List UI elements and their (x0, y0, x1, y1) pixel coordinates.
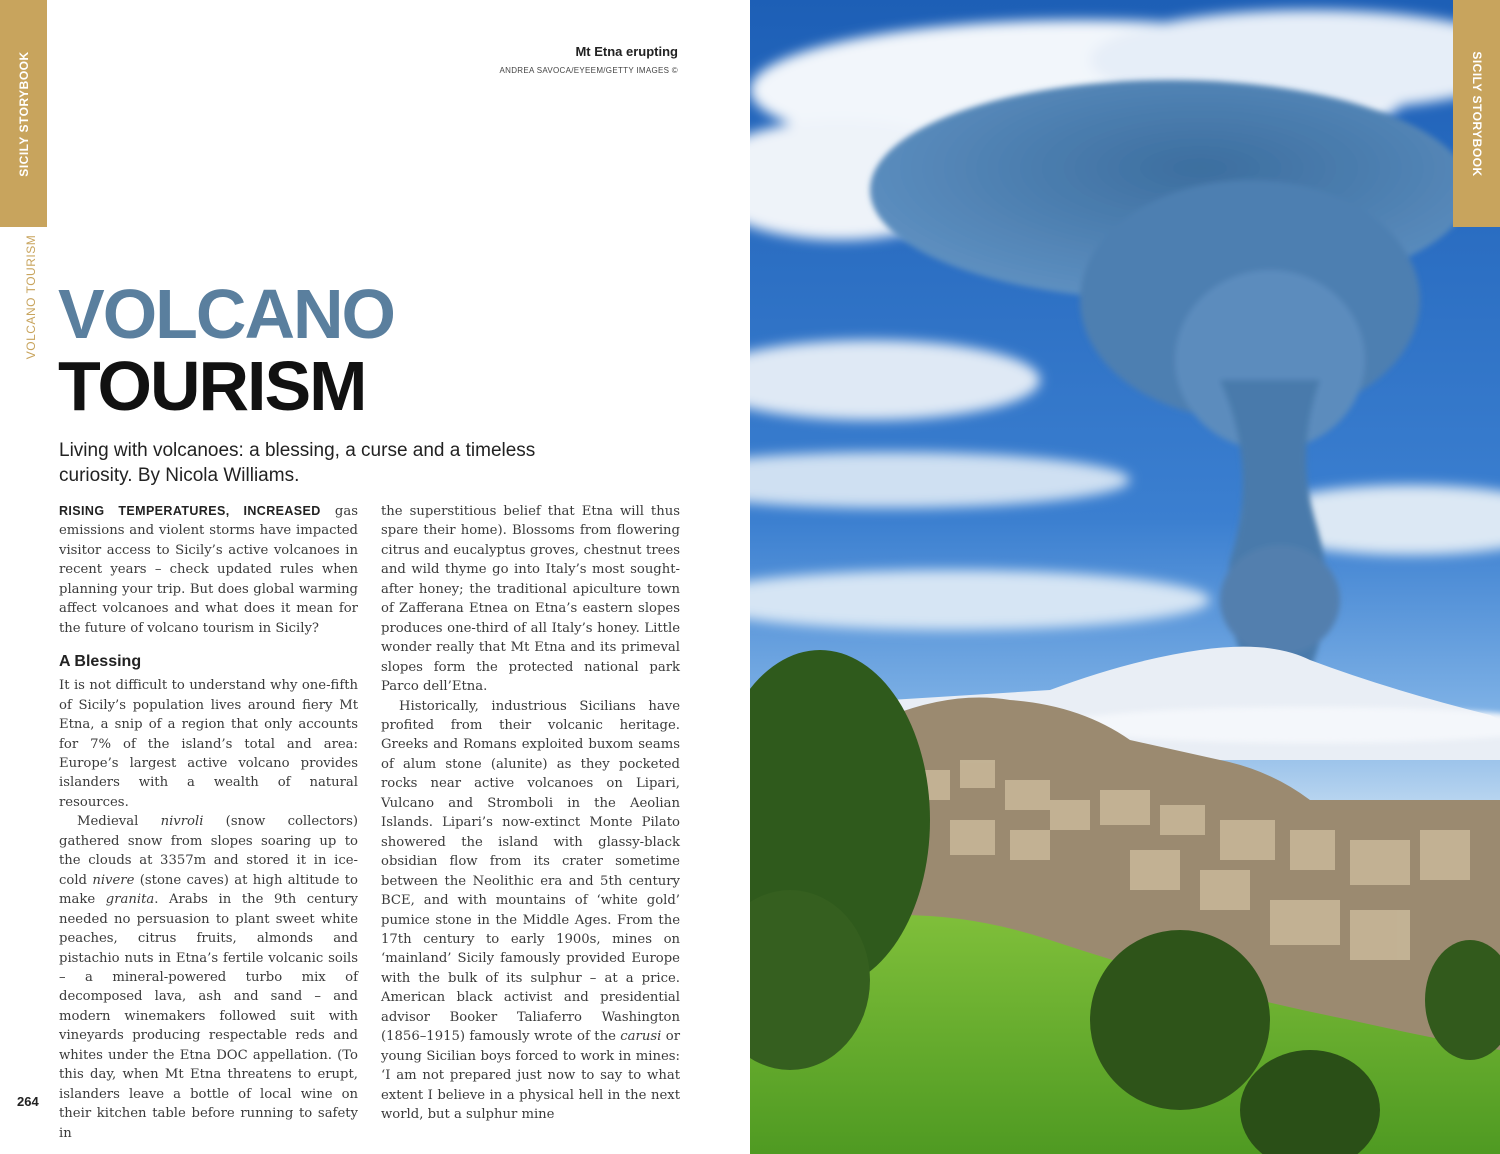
intro-lead-in: RISING TEMPERATURES, INCREASED (59, 504, 321, 518)
photo-caption-credit: ANDREA SAVOCA/EYEEM/GETTY IMAGES © (499, 66, 678, 75)
paragraph-2 (59, 812, 358, 1143)
paragraph-1: It is not difficult to understand why one-fifth of Sicily’s population lives around fiery Mt Etna, a snip of a region that only accounts for 7% of the island’s total and area: Europe’s largest active volcano provides islanders with a wealth of natural resources. (59, 678, 358, 810)
intro-paragraph (59, 502, 358, 638)
paragraph-2-text-c: (stone caves) at high altitude to make (59, 872, 358, 908)
headline-line-1: VOLCANO (58, 275, 394, 353)
paragraph-3-text-b: or young Sicilian boys forced to work in mines: ‘I am not prepared just now to say to what extent I believe in a physical hell in the next world, but a sulphur mine (381, 1029, 680, 1123)
headline-line-2: TOURISM (58, 347, 366, 425)
right-page (750, 0, 1500, 1154)
photo-caption-title: Mt Etna erupting (575, 44, 678, 59)
headline (58, 275, 394, 425)
intro-text: gas emissions and violent storms have impacted visitor access to Sicily’s active volcanoes in recent years – check updated rules when planning your trip. But does global warming affect volcanoes and what does it mean for the future of volcano tourism in Sicily? (59, 504, 358, 636)
article-column-2 (381, 502, 680, 1125)
mt-etna-eruption-photo (750, 0, 1500, 1154)
paragraph-3-text-a: Historically, industrious Sicilians have profited from their volcanic heritage. Greeks and Romans exploited buxom seams of alum stone (alunite) as they pocketed rocks near active volcanoes on Lipari, Vulcano and Stromboli in the Aeolian Islands. Lipari’s now-extinct Monte Pilato showered the island with glassy-black obsidian flow from its crater sometime between the Neolithic era and 5th century BCE, and with mountains of ‘white gold’ pumice stone in the Middle Ages. From the 17th century to early 1900s, mines on ‘mainland’ Sicily famously provided Europe with the bulk of its sulphur – at a price. American black activist and presidential advisor Booker Taliaferro Washington (1856–1915) famously wrote of the (381, 698, 680, 1045)
paragraph-2-italic-granita: granita (105, 892, 155, 908)
side-tab-label: SICILY STORYBOOK (16, 50, 31, 177)
standfirst: Living with volcanoes: a blessing, a curse and a timeless curiosity. By Nicola Williams. (59, 440, 536, 486)
paragraph-2-italic-nivroli: nivroli (160, 814, 204, 830)
paragraph-2-text-d: . Arabs in the 9th century needed no persuasion to plant sweet white peaches, citrus fruits, almonds and pistachio nuts in Etna’s fertile volcanic soils – a mineral-powered turbo mix of decomposed lava, ash and sand – and modern winemakers followed suit with vineyards producing respectable reds and whites under the Etna DOC appellation. (To this day, when Mt Etna threatens to erupt, islanders leave a bottle of local wine on their kitchen table before running to safety in (59, 892, 359, 1141)
paragraph-3 (381, 697, 680, 1125)
side-tab-label-right: SICILY STORYBOOK (1469, 50, 1484, 177)
page-number: 264 (17, 1094, 39, 1109)
paragraph-2-continued: the superstitious belief that Etna will thus spare their home). Blossoms from flowering citrus and eucalyptus groves, chestnut trees and wild thyme go into Italy’s most sought-after honey; the traditional apiculture town of Zafferana Etnea on Etna’s eastern slopes produces one-third of all Italy’s honey. Little wonder really that Mt Etna and its primeval slopes form the protected national park Parco dell’Etna. (381, 504, 680, 695)
article-column-1 (59, 502, 358, 1143)
side-tab-right (1453, 0, 1500, 227)
paragraph-2-text-b: (snow collectors) gathered snow from slopes soaring up to the clouds at 3357m and stored it in ice-cold (59, 814, 358, 888)
subhead-a-blessing: A Blessing (59, 653, 142, 671)
paragraph-3-italic-carusi: carusi (620, 1029, 662, 1045)
paragraph-2-italic-nivere: nivere (92, 872, 135, 888)
paragraph-2-text-a: Medieval (77, 814, 161, 830)
side-tab-left (0, 0, 47, 227)
section-label: VOLCANO TOURISM (24, 234, 38, 360)
